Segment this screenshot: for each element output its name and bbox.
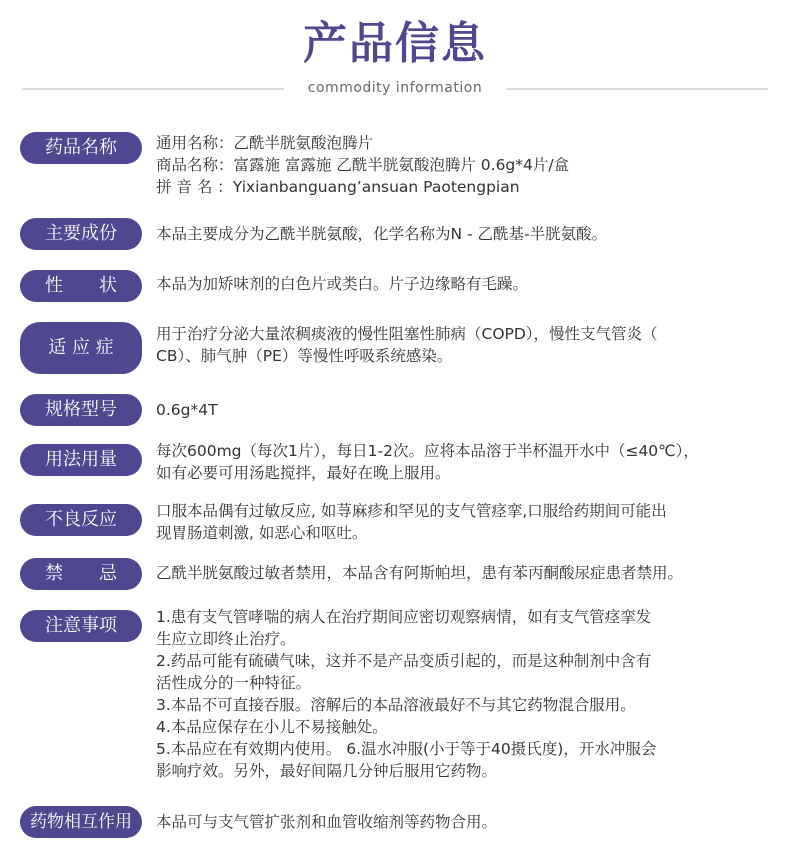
content-line: 5.本品应在有效期内使用。 6.温水冲服(小于等于40摄氏度)，开水冲服会 [156,740,657,758]
label-indications: 适 应 症 [20,322,142,374]
section-dosage [0,438,790,488]
content-adverse-reactions [156,500,772,544]
content-line: 商品名称：富露施 富露施 乙酰半胱氨酸泡腾片 0.6g*4片/盒 [156,156,570,174]
content-line: 现胃肠道刺激, 如恶心和呕吐。 [156,524,368,542]
content-line: 拼 音 名 ：Yixianbanguang’ansuan Paotengpian [156,178,520,196]
label-precautions: 注意事项 [20,610,142,642]
content-line: 4.本品应保存在小儿不易接触处。 [156,718,388,736]
section-drug-interactions [0,804,790,840]
content-line: 每次600mg（每次1片），每日1-2次。应将本品溶于半杯温开水中（≤40℃）， [156,442,699,460]
content-line: 本品可与支气管扩张剂和血管收缩剂等药物合用。 [156,813,498,831]
page-subtitle-text: commodity information [294,80,496,96]
content-specification [156,399,772,421]
section-contraindications [0,556,790,592]
content-line: 生应立即终止治疗。 [156,630,296,648]
label-appearance: 性 状 [20,270,142,302]
content-line: 活性成分的一种特征。 [156,674,312,692]
label-dosage: 用法用量 [20,444,142,476]
content-contraindications [156,562,772,584]
content-line: 乙酰半胱氨酸过敏者禁用，本品含有阿斯帕坦，患有苯丙酮酸尿症患者禁用。 [156,564,684,582]
label-drug-name: 药品名称 [20,132,142,164]
section-drug-name [0,128,790,204]
content-drug-name [156,132,772,198]
section-precautions [0,604,790,800]
content-line: 2.药品可能有硫磺气味，这并不是产品变质引起的，而是这种制剂中含有 [156,652,652,670]
content-drug-interactions [156,811,772,833]
content-line: 1.患有支气管哮喘的病人在治疗期间应密切观察病情，如有支气管痉挛发 [156,608,652,626]
content-ingredients [156,223,772,245]
section-ingredients [0,216,790,252]
content-line: 0.6g*4T [156,401,218,419]
content-line: 口服本品偶有过敏反应, 如荨麻疹和罕见的支气管痉挛,口服给药期间可能出 [156,502,667,520]
content-line: 通用名称：乙酰半胱氨酸泡腾片 [156,134,374,152]
section-adverse-reactions [0,498,790,548]
content-precautions [156,606,772,782]
label-ingredients: 主要成份 [20,218,142,250]
section-specification [0,392,790,428]
section-indications [0,320,790,376]
content-indications [156,323,772,367]
content-line: 用于治疗分泌大量浓稠痰液的慢性阻塞性肺病（COPD），慢性支气管炎（ [156,325,658,343]
content-line: 本品为加矫味剂的白色片或类白。片子边缘略有毛躁。 [156,275,529,293]
content-line: CB）、肺气肿（PE）等慢性呼吸系统感染。 [156,347,453,365]
page-subtitle [0,78,790,98]
content-line: 3.本品不可直接吞服。溶解后的本品溶液最好不与其它药物混合服用。 [156,696,636,714]
label-drug-interactions: 药物相互作用 [20,806,142,838]
section-appearance [0,268,790,304]
content-line: 影响疗效。另外，最好间隔几分钟后服用它药物。 [156,762,498,780]
label-contraindications: 禁 忌 [20,558,142,590]
content-appearance [156,273,772,295]
content-dosage [156,440,772,484]
label-adverse-reactions: 不良反应 [20,504,142,536]
label-specification: 规格型号 [20,394,142,426]
page-title: 产品信息 [303,18,487,69]
content-line: 本品主要成分为乙酰半胱氨酸，化学名称为N - 乙酰基-半胱氨酸。 [156,225,608,243]
content-line: 如有必要可用汤匙搅拌，最好在晚上服用。 [156,464,451,482]
page-header [0,0,790,100]
